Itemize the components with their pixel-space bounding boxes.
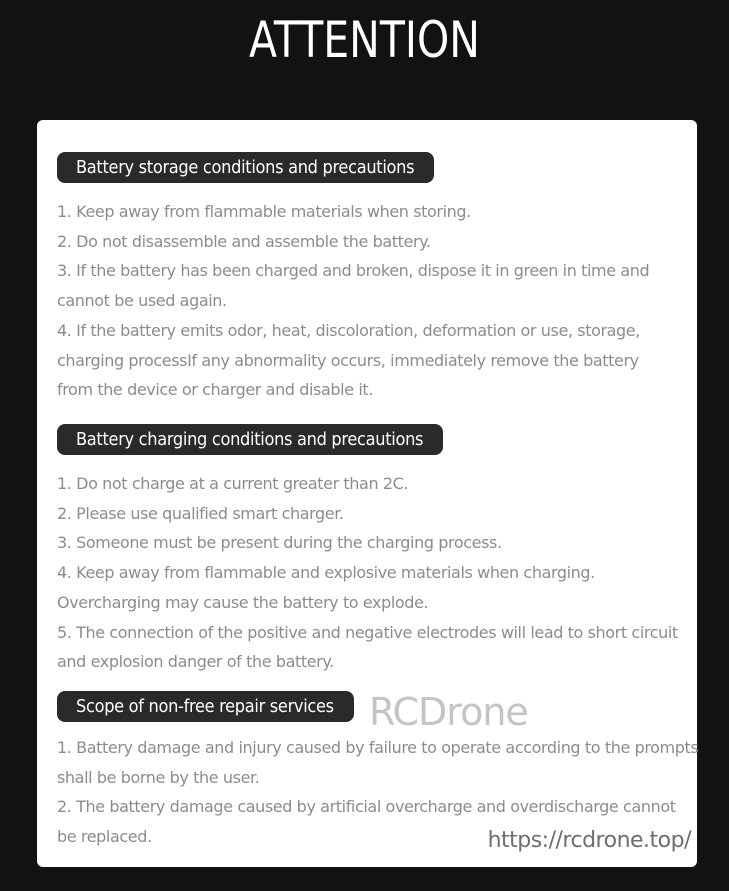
list-item: 3. Someone must be present during the charging process. xyxy=(57,533,502,553)
section-storage xyxy=(57,152,687,405)
list-item: from the device or charger and disable it. xyxy=(57,380,373,400)
list-item: and explosion danger of the battery. xyxy=(57,652,334,672)
list-item: 1. Battery damage and injury caused by failure to operate according to the prompts xyxy=(57,738,699,757)
section-heading: Scope of non-free repair services xyxy=(57,691,354,722)
list-item: 2. Do not disassemble and assemble the battery. xyxy=(57,231,431,251)
list-item: 5. The connection of the positive and negative electrodes will lead to short circuit xyxy=(57,622,678,642)
page-title: ATTENTION xyxy=(249,11,480,69)
section-items xyxy=(57,469,687,677)
list-item: Overcharging may cause the battery to explode. xyxy=(57,592,429,612)
list-item: be replaced. xyxy=(57,827,152,847)
list-item: 2. The battery damage caused by artificial overcharge and overdischarge cannot xyxy=(57,797,676,817)
section-charging xyxy=(57,424,687,677)
section-items xyxy=(57,197,687,405)
list-item: 1. Do not charge at a current greater than 2C. xyxy=(57,474,409,493)
attention-card xyxy=(37,120,697,867)
list-item: shall be borne by the user. xyxy=(57,767,260,787)
list-item: 3. If the battery has been charged and broken, dispose it in green in time and xyxy=(57,261,650,281)
list-item: 1. Keep away from flammable materials when storing. xyxy=(57,202,471,221)
list-item: charging processIf any abnormality occurs, immediately remove the battery xyxy=(57,350,639,370)
section-heading: Battery charging conditions and precautions xyxy=(57,424,443,455)
site-url: https://rcdrone.top/ xyxy=(487,828,691,853)
section-heading: Battery storage conditions and precautions xyxy=(57,152,434,183)
watermark: RCDrone xyxy=(369,690,528,734)
list-item: 4. Keep away from flammable and explosive materials when charging. xyxy=(57,563,595,583)
list-item: 4. If the battery emits odor, heat, discoloration, deformation or use, storage, xyxy=(57,320,640,340)
list-item: cannot be used again. xyxy=(57,291,227,311)
list-item: 2. Please use qualified smart charger. xyxy=(57,503,344,523)
